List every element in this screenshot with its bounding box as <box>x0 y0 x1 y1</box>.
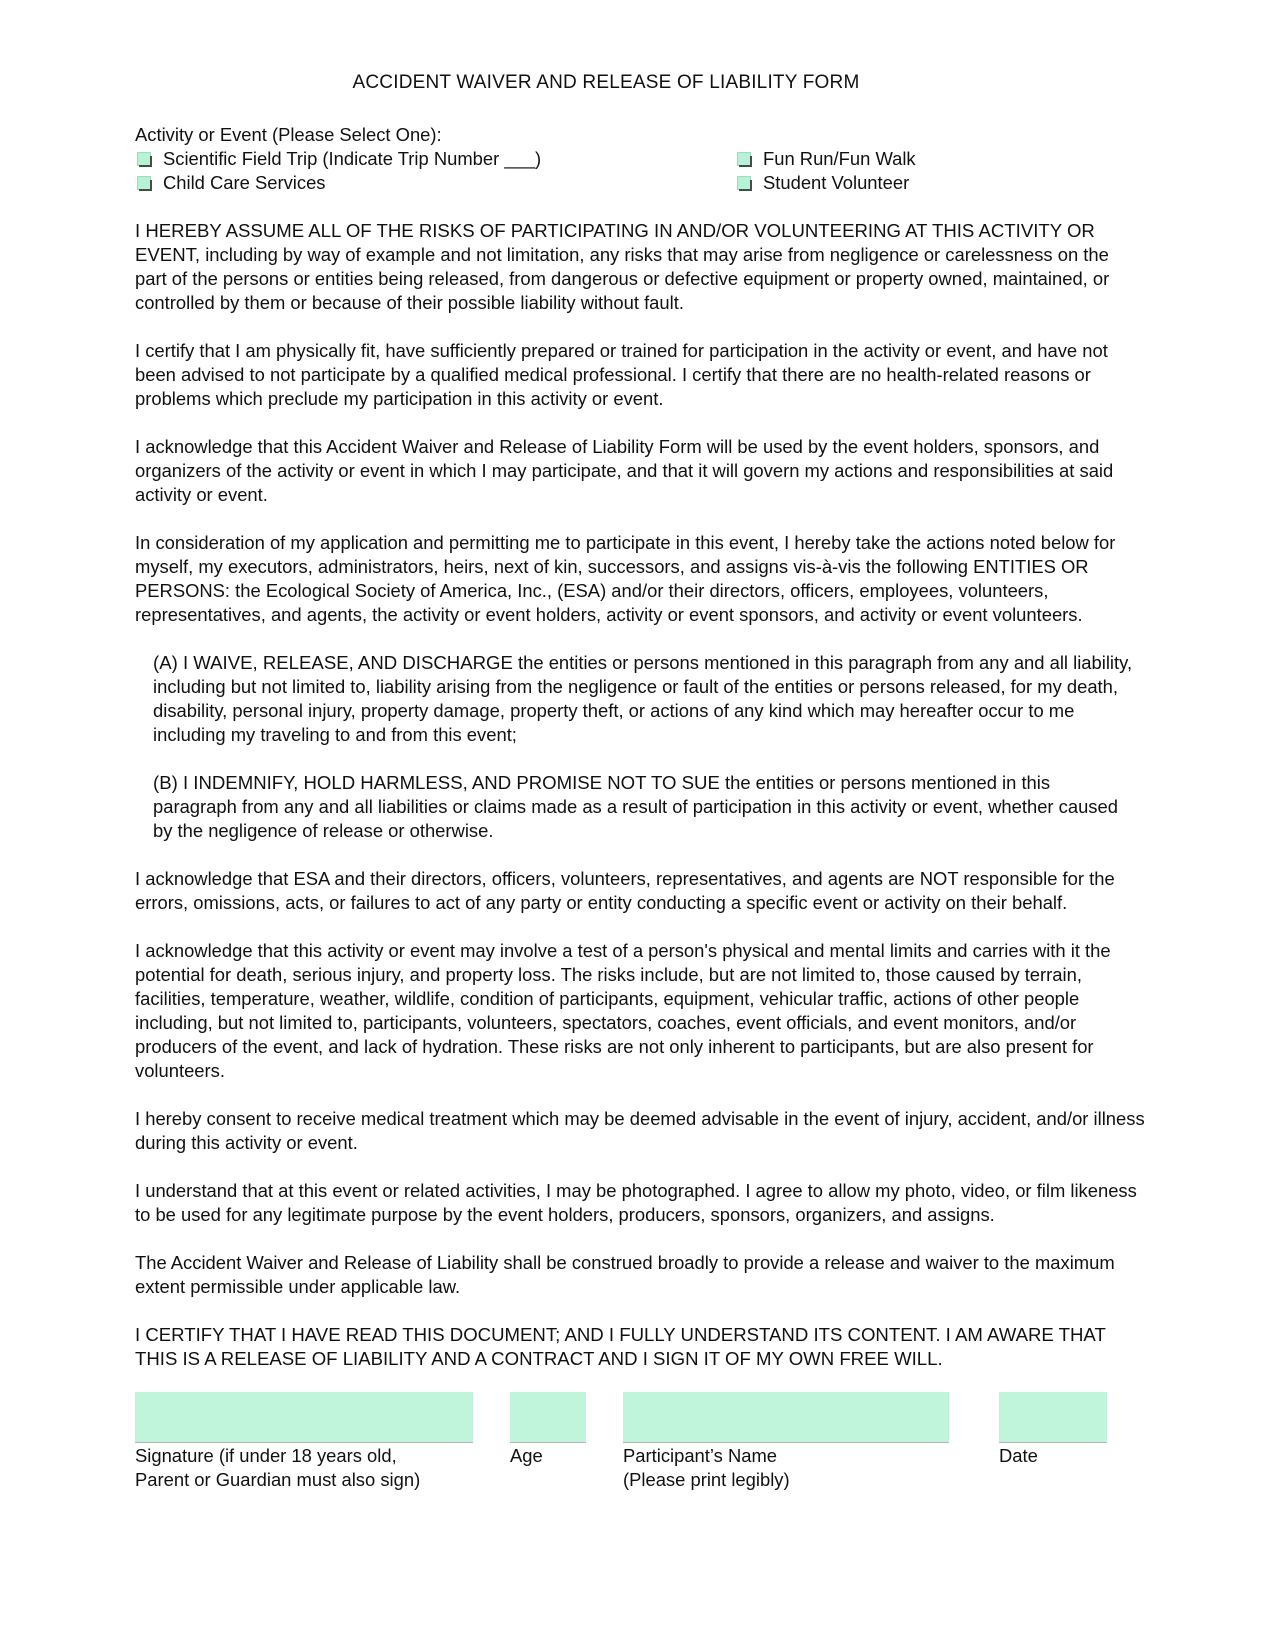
form-title: ACCIDENT WAIVER AND RELEASE OF LIABILITY FORM <box>352 72 860 93</box>
assume-risks-paragraph <box>135 219 1145 315</box>
waive-release-paragraph <box>153 651 1133 747</box>
participant-name-field[interactable] <box>623 1392 949 1443</box>
option-label: Fun Run/Fun Walk <box>763 148 916 169</box>
risks-paragraph: I acknowledge that this activity or event may involve a test of a person's physical and mental limits and carries with it the potential for death, serious injury, and property loss. The risks include, but are not limited to, those caused by terrain, facilities, temperature, weather, wildlife, condition of participants, equipment, vehicular traffic, actions of other people including, but not limited to, participants, volunteers, spectators, coaches, event officials, and event monitors, and/or producers of the event, and lack of hydration. These risks are not only inherent to participants, but are also present for volunteers. <box>135 940 1111 1081</box>
esa-not-responsible-paragraph: I acknowledge that ESA and their directors, officers, volunteers, representatives, and agents are NOT responsible for the errors, omissions, acts, or failures to act of any party or entity conducting a specific event or activity on their behalf. <box>135 868 1115 913</box>
acknowledge-form-paragraph: I acknowledge that this Accident Waiver and Release of Liability Form will be used by the event holders, sponsors, and organizers of the activity or event in which I may participate, and that it will govern my actions and responsibilities at said activity or event. <box>135 436 1114 505</box>
participant-name-label-line-2: (Please print legibly) <box>623 1469 790 1490</box>
signature-label-line-1: Signature (if under 18 years old, <box>135 1445 397 1466</box>
option-label: Child Care Services <box>163 172 326 193</box>
signature-label-line-2: Parent or Guardian must also sign) <box>135 1469 421 1490</box>
option-fun-run[interactable] <box>737 147 916 171</box>
checkbox-scientific-field-trip[interactable] <box>137 152 151 166</box>
option-student-volunteer[interactable] <box>737 171 909 195</box>
waive-release-rest: the entities or persons mentioned in this paragraph from any and all liability, including but not limited to, liability arising from the negligence or fault of the entities or persons released, for my death, disability, personal injury, property damage, property theft, or actions of any kind which may hereafter occur to me including my traveling to and from this event; <box>153 652 1133 745</box>
checkbox-child-care[interactable] <box>137 176 151 190</box>
checkbox-student-volunteer[interactable] <box>737 176 751 190</box>
signature-field[interactable] <box>135 1392 473 1443</box>
age-label: Age <box>510 1445 543 1466</box>
participant-name-label-line-1: Participant’s Name <box>623 1445 778 1466</box>
waive-release-caps: (A) I WAIVE, RELEASE, AND DISCHARGE <box>153 652 513 673</box>
option-scientific-field-trip[interactable] <box>137 147 541 171</box>
checkbox-fun-run[interactable] <box>737 152 751 166</box>
photo-consent-paragraph: I understand that at this event or related activities, I may be photographed. I agree to allow my photo, video, or film likeness to be used for any legitimate purpose by the event holders, producers, sponsors, organizers, and assigns. <box>135 1180 1137 1225</box>
indemnify-caps: (B) I INDEMNIFY, HOLD HARMLESS, AND PROMISE NOT TO SUE <box>153 772 720 793</box>
age-field[interactable] <box>510 1392 586 1443</box>
option-label: Student Volunteer <box>763 172 910 193</box>
assume-risks-rest: including by way of example and not limitation, any risks that may arise from negligence or carelessness on the part of the persons or entities being released, from dangerous or defective equipment or property owned, maintained, or controlled by them or because of their possible liability without fault. <box>135 244 1110 313</box>
certify-read-paragraph: I CERTIFY THAT I HAVE READ THIS DOCUMENT; AND I FULLY UNDERSTAND ITS CONTENT. I AM AWARE THAT THIS IS A RELEASE OF LIABILITY AND A CONTRACT AND I SIGN IT OF MY OWN FREE WILL. <box>135 1324 1106 1369</box>
indemnify-paragraph <box>153 771 1133 843</box>
option-child-care[interactable] <box>137 171 326 195</box>
date-label: Date <box>999 1445 1038 1466</box>
certify-fit-paragraph: I certify that I am physically fit, have sufficiently prepared or trained for participation in the activity or event, and have not been advised to not participate by a qualified medical professional. I certify that there are no health-related reasons or problems which preclude my participation in this activity or event. <box>135 340 1108 409</box>
date-field[interactable] <box>999 1392 1107 1443</box>
medical-consent-paragraph: I hereby consent to receive medical treatment which may be deemed advisable in the event of injury, accident, and/or illness during this activity or event. <box>135 1108 1145 1153</box>
signature-label <box>135 1444 420 1492</box>
consideration-paragraph: In consideration of my application and permitting me to participate in this event, I hereby take the actions noted below for myself, my executors, administrators, heirs, next of kin, successors, and assigns vis-à-vis the following ENTITIES OR PERSONS: the Ecological Society of America, Inc., (ESA) and/or their directors, officers, employees, volunteers, representatives, and agents, the activity or event holders, activity or event sponsors, and activity or event volunteers. <box>135 532 1116 625</box>
activity-heading: Activity or Event (Please Select One): <box>135 124 442 145</box>
indemnify-rest: the entities or persons mentioned in this paragraph from any and all liabilities or claims made as a result of participation in this activity or event, whether caused by the negligence of release or otherwise. <box>153 772 1118 841</box>
construed-paragraph: The Accident Waiver and Release of Liability shall be construed broadly to provide a release and waiver to the maximum extent permissible under applicable law. <box>135 1252 1115 1297</box>
option-label: Scientific Field Trip (Indicate Trip Number ___) <box>163 148 542 169</box>
assume-risks-caps: I HEREBY ASSUME ALL OF THE RISKS OF PARTICIPATING IN AND/OR VOLUNTEERING AT THIS ACTIVITY OR EVENT, <box>135 220 1095 265</box>
participant-name-label <box>623 1444 790 1492</box>
